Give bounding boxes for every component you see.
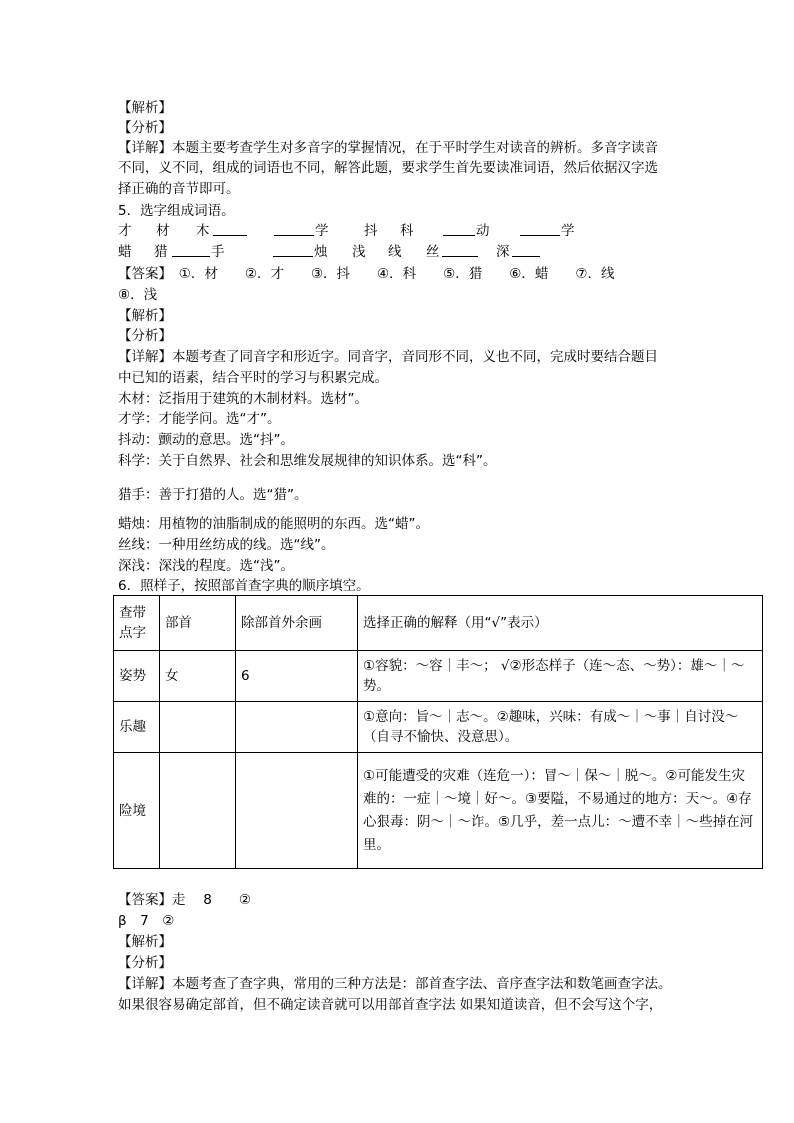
char: 深 xyxy=(496,244,510,260)
char: 科 xyxy=(400,223,414,239)
line-jiexi-1: 【解析】 xyxy=(118,100,172,116)
answer-blank[interactable] xyxy=(520,221,560,236)
explain-5: 猎手：善于打猎的人。选“猎”。 xyxy=(118,487,308,503)
word-cell: 姿势 xyxy=(114,651,160,702)
answer-blank[interactable] xyxy=(213,221,247,236)
line-xiangjie-1b: 不同，义不同，组成的词语也不同，解答此题，要求学生首先要读准词语，然后依据汉字选 xyxy=(118,160,658,176)
char: 线 xyxy=(388,244,402,260)
question-5-title: 5．选字组成词语。 xyxy=(118,203,235,219)
header-cell: 选择正确的解释（用“√”表示） xyxy=(358,596,763,651)
answer-blank[interactable] xyxy=(442,242,478,257)
char: 木 xyxy=(196,223,210,239)
header-cell: 查带点字 xyxy=(114,596,160,651)
char: 动 xyxy=(476,223,490,239)
strokes-cell[interactable] xyxy=(236,702,358,753)
header-cell: 除部首外余画 xyxy=(236,596,358,651)
char: 学 xyxy=(561,223,575,239)
explain-1: 木材：泛指用于建筑的木制材料。选材”。 xyxy=(118,391,368,407)
explain-8: 深浅：深浅的程度。选“浅”。 xyxy=(118,558,294,574)
line-xiangjie-3b: 如果很容易确定部首，但不确定读音就可以用部首查字法 如果知道读音，但不会写这个字， xyxy=(118,997,663,1013)
char: 浅 xyxy=(352,244,366,260)
explanation-cell: ①可能遭受的灾难（连危一）：冒～｜保～｜脱～。②可能发生灾难的：一症｜～境｜好～。③要隘，不易通过的地方：天～。④存心狠毒：阴～｜～诈。⑤几乎，差一点儿：～遭不幸｜～些掉在河里。 xyxy=(358,753,763,869)
radical-cell[interactable] xyxy=(160,753,236,869)
explain-6: 蜡烛：用植物的油脂制成的能照明的东西。选“蜡”。 xyxy=(118,516,429,532)
line-jiexi-2: 【解析】 xyxy=(118,308,172,324)
char: 蜡 xyxy=(118,244,132,260)
line-xiangjie-3a: 【详解】本题考查了查字典，常用的三种方法是：部首查字法、音序查字法和数笔画查字法。 xyxy=(118,976,672,992)
answer-6b: β 7 ② xyxy=(118,913,175,929)
answer-blank[interactable] xyxy=(273,242,313,257)
line-xiangjie-1a: 【详解】本题主要考查学生对多音字的掌握情况，在于平时学生对读音的辨析。多音字读音 xyxy=(118,140,658,156)
answer-blank[interactable] xyxy=(443,221,475,236)
table-row xyxy=(114,753,763,869)
question-5-row-2 xyxy=(118,242,718,262)
line-xiangjie-1c: 择正确的音节即可。 xyxy=(118,181,240,197)
char: 猎 xyxy=(154,244,168,260)
table-row xyxy=(114,702,763,753)
answer-blank[interactable] xyxy=(512,242,540,257)
line-xiangjie-2b: 中已知的语素，结合平时的学习与积累完成。 xyxy=(118,370,388,386)
question-5-row-1 xyxy=(118,221,718,241)
explain-7: 丝线：一种用丝纺成的线。选“线”。 xyxy=(118,537,335,553)
strokes-cell[interactable]: 6 xyxy=(236,651,358,702)
radical-lookup-table xyxy=(113,595,763,869)
word-cell: 乐趣 xyxy=(114,702,160,753)
char: 抖 xyxy=(364,223,378,239)
strokes-cell[interactable] xyxy=(236,753,358,869)
line-jiexi-3: 【解析】 xyxy=(118,934,172,950)
line-fenxi-1: 【分析】 xyxy=(118,120,172,136)
char: 才 xyxy=(118,223,132,239)
answer-5a: 【答案】 ①．材 ②．才 ③．抖 ④．科 ⑤．猎 ⑥．蜡 ⑦．线 xyxy=(118,266,615,282)
char: 材 xyxy=(156,223,170,239)
explain-3: 抖动：颤动的意思。选“抖”。 xyxy=(118,432,294,448)
char: 手 xyxy=(211,244,225,260)
line-xiangjie-2a: 【详解】本题考查了同音字和形近字。同音字，音同形不同，义也不同，完成时要结合题目 xyxy=(118,349,658,365)
question-6-title: 6．照样子，按照部首查字典的顺序填空。 xyxy=(118,578,370,594)
radical-cell[interactable]: 女 xyxy=(160,651,236,702)
header-cell: 部首 xyxy=(160,596,236,651)
explain-4: 科学：关于自然界、社会和思维发展规律的知识体系。选“科”。 xyxy=(118,453,497,469)
explain-2: 才学：才能学问。选“才”。 xyxy=(118,411,281,427)
char: 烛 xyxy=(314,244,328,260)
explanation-cell: ①容貌：～容｜丰～； √②形态样子（连～态、～势）：雄～｜～势。 xyxy=(358,651,763,702)
char: 丝 xyxy=(426,244,440,260)
explanation-cell: ①意向：旨～｜志～。②趣味，兴味：有成～｜～事｜自讨没～（自寻不愉快、没意思）。 xyxy=(358,702,763,753)
answer-5b: ⑧．浅 xyxy=(118,287,158,303)
line-fenxi-2: 【分析】 xyxy=(118,328,172,344)
answer-blank[interactable] xyxy=(172,242,210,257)
line-fenxi-3: 【分析】 xyxy=(118,955,172,971)
answer-6a: 【答案】走 8 ② xyxy=(118,892,251,908)
table-header-row xyxy=(114,596,763,651)
radical-cell[interactable] xyxy=(160,702,236,753)
word-cell: 险境 xyxy=(114,753,160,869)
char: 学 xyxy=(315,223,329,239)
answer-blank[interactable] xyxy=(274,221,314,236)
table-row xyxy=(114,651,763,702)
